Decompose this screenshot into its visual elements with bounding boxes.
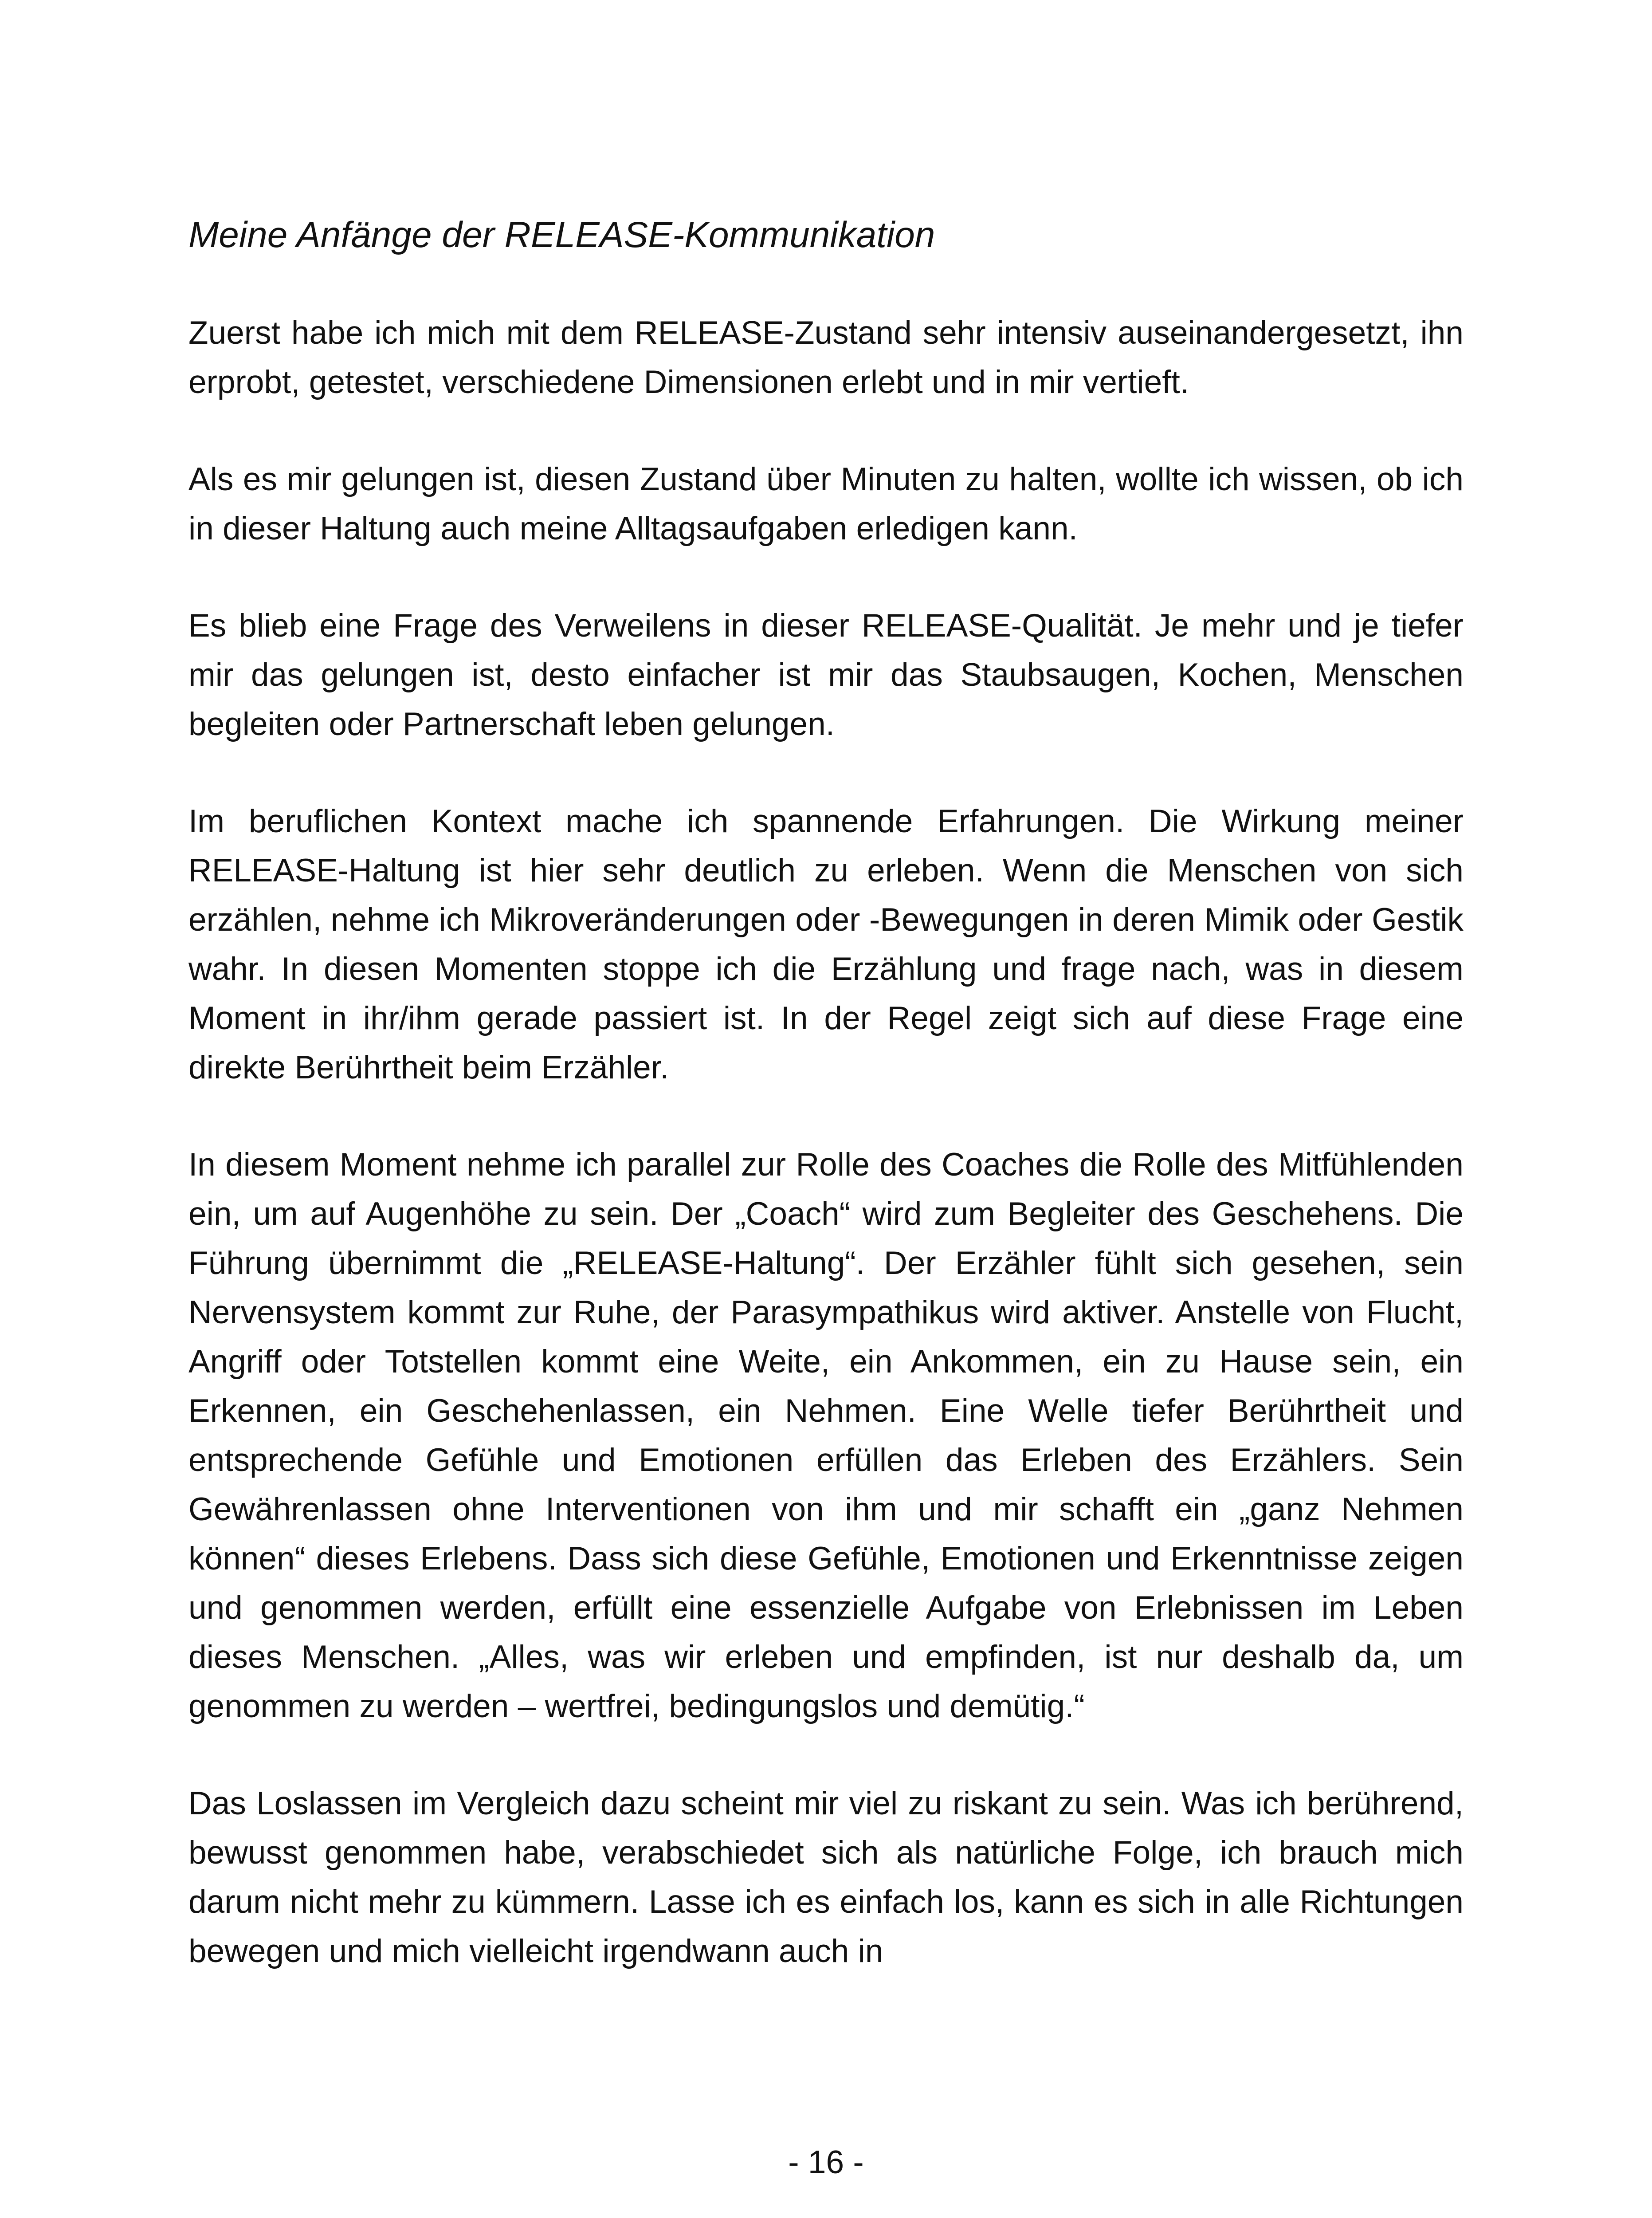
page-content [188, 208, 1464, 2024]
paragraph-5: In diesem Moment nehme ich parallel zur Rolle des Coaches die Rolle des Mitfühlenden ein, um auf Augenhöhe zu sein. Der „Coach“ wird zum Begleiter des Geschehens. Die Führung übernimmt die „RELEASE-Haltung“. Der Erzähler fühlt sich gesehen, sein Nervensystem kommt zur Ruhe, der Parasympathikus wird aktiver. Anstelle von Flucht, Angriff oder Totstellen kommt eine Weite, ein Ankommen, ein zu Hause sein, ein Erkennen, ein Geschehenlassen, ein Nehmen. Eine Welle tiefer Berührtheit und entsprechende Gefühle und Emotionen erfüllen das Erleben des Erzählers. Sein Gewährenlassen ohne Interventionen von ihm und mir schafft ein „ganz Nehmen können“ dieses Erlebens. Dass sich diese Gefühle, Emotionen und Erkenntnisse zeigen und genommen werden, erfüllt eine essenzielle Aufgabe von Erlebnissen im Leben dieses Menschen. „Alles, was wir erleben und empfinden, ist nur deshalb da, um genommen zu werden – wertfrei, bedingungslos und demütig.“ [188, 1147, 1464, 1724]
paragraph-2: Als es mir gelungen ist, diesen Zustand über Minuten zu halten, wollte ich wissen, ob ich in dieser Haltung auch meine Alltagsaufgaben erledigen kann. [188, 461, 1464, 547]
paragraph-4: Im beruflichen Kontext mache ich spannende Erfahrungen. Die Wirkung meiner RELEASE-Haltung ist hier sehr deutlich zu erleben. Wenn die Menschen von sich erzählen, nehme ich Mikroveränderungen oder -Bewegungen in deren Mimik oder Gestik wahr. In diesen Momenten stoppe ich die Erzählung und frage nach, was in diesem Moment in ihr/ihm gerade passiert ist. In der Regel zeigt sich auf diese Frage eine direkte Berührtheit beim Erzähler. [188, 803, 1464, 1085]
paragraph-1: Zuerst habe ich mich mit dem RELEASE-Zustand sehr intensiv auseinandergesetzt, ihn erprobt, getestet, verschiedene Dimensionen erlebt und in mir vertieft. [188, 315, 1464, 400]
paragraph-3: Es blieb eine Frage des Verweilens in dieser RELEASE-Qualität. Je mehr und je tiefer mir das gelungen ist, desto einfacher ist mir das Staubsaugen, Kochen, Menschen begleiten oder Partnerschaft leben gelungen. [188, 608, 1464, 742]
page-number: - 16 - [788, 2144, 864, 2180]
paragraph-6: Das Loslassen im Vergleich dazu scheint mir viel zu riskant zu sein. Was ich berührend, bewusst genommen habe, verabschiedet sich als natürliche Folge, ich brauch mich darum nicht mehr zu kümmern. Lasse ich es einfach los, kann es sich in alle Richtungen bewegen und mich vielleicht irgendwann auch in [188, 1785, 1464, 1969]
section-heading: Meine Anfänge der RELEASE-Kommunikation [188, 215, 935, 255]
